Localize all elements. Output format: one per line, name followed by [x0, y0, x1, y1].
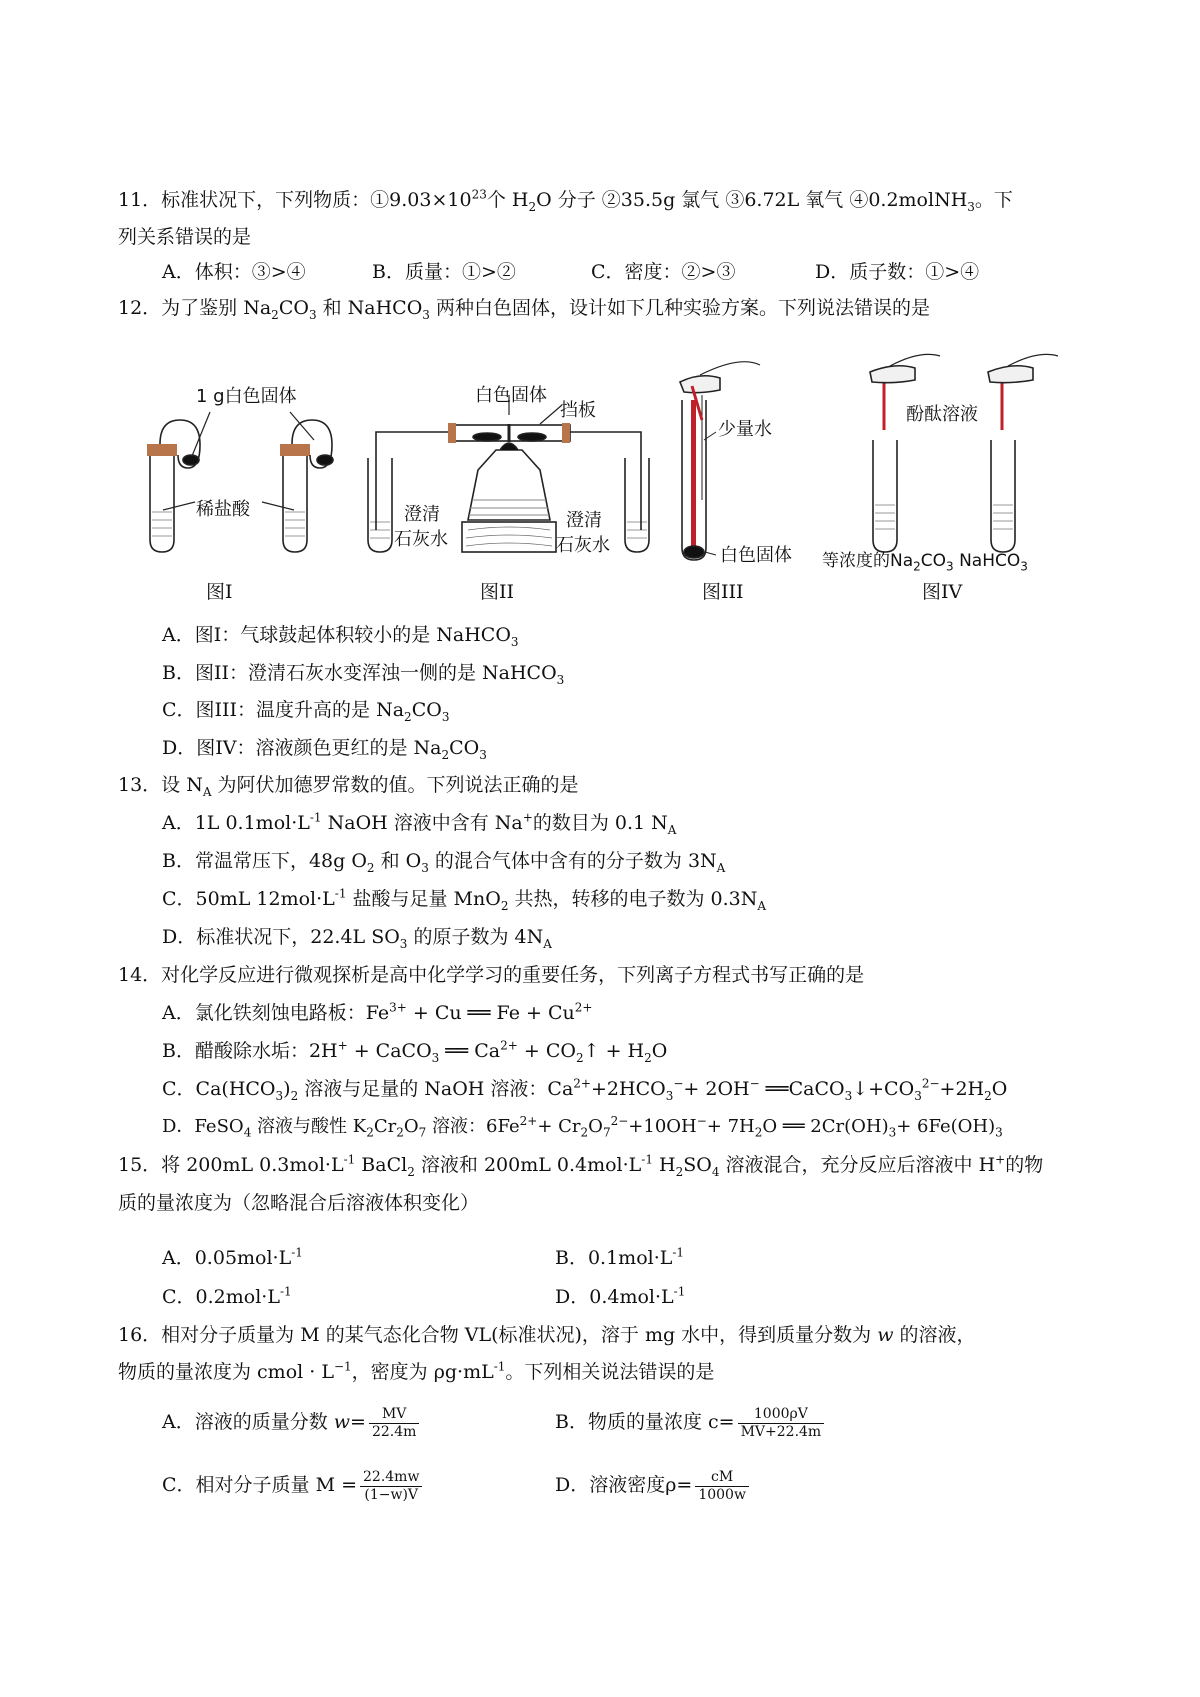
- q15-stem-line2: 质的量浓度为（忽略混合后溶液体积变化）: [118, 1192, 480, 1214]
- q14-option-d: D．FeSO$_4$ 溶液与酸性 $K_2Cr_2O_7$ 溶液：$6Fe^{2+}+ Cr_2O_7^{2-}+10OH^-+ 7H_2O$ ══ $2Cr(OH)_3+ 6Fe(OH)_3$: [162, 1114, 1003, 1140]
- fig1-apparatus: [147, 412, 333, 552]
- fig4-apparatus: [870, 354, 1058, 552]
- q15-stem: 15．将 200mL $0.3mol\cdot L^{-1}$ BaCl$_2$ 溶液和 200mL $0.4mol\cdot L^{-1}$ $H_2SO_4$ 溶液混合，充分反应后溶液中 H+的物: [118, 1152, 1044, 1179]
- q12-option-a: A．图I：气球鼓起体积较小的是 NaHCO$_3$: [162, 624, 519, 649]
- q13-option-c: C．50mL $12mol\cdot L^{-1}$ 盐酸与足量 MnO$_2$ 共热，转移的电子数为 $0.3N_A$: [162, 886, 767, 913]
- q12-option-d: D．图IV：溶液颜色更红的是 $Na_2CO_3$: [162, 737, 487, 762]
- q14-stem: 14．对化学反应进行微观探析是高中化学学习的重要任务，下列离子方程式书写正确的是: [118, 964, 865, 986]
- fig1-solid-label: 1 g白色固体: [196, 386, 297, 407]
- fig3-water-label: 少量水: [718, 419, 772, 440]
- q13-option-d: D．标准状况下，22.4L $SO_3$ 的原子数为 $4N_A$: [162, 926, 552, 951]
- q16-option-d: D．溶液密度ρ= $\frac{cM}{1000w}$: [555, 1463, 752, 1507]
- q14-option-c: C．$Ca(HCO_3)_2$ 溶液与足量的 NaOH 溶液：$Ca^{2+}+2HCO_3^-+ 2OH^-$ $══CaCO_3↓+CO_3^{2-}+2H_2O$: [162, 1076, 1008, 1103]
- q11-option-d: D．质子数：①>④: [815, 261, 980, 283]
- fig4-caption: 图IV: [922, 581, 963, 603]
- fig2-lime-right-2: 石灰水: [556, 535, 610, 556]
- q12-option-b: B．图II：澄清石灰水变浑浊一侧的是 NaHCO$_3$: [162, 662, 565, 687]
- q16-d-fraction: $\frac{cM}{1000w}$: [695, 1469, 749, 1504]
- q15-option-b: B．$0.1mol\cdot L^{-1}$: [555, 1245, 685, 1269]
- fig2-solid-label: 白色固体: [475, 385, 547, 406]
- fig3-apparatus: [680, 362, 760, 560]
- q11-option-c: C．密度：②>③: [591, 261, 736, 283]
- fig1-acid-label: 稀盐酸: [196, 499, 250, 520]
- q16-option-a: A．溶液的质量分数 w= $\frac{MV}{22.4m}$: [162, 1400, 422, 1444]
- q13-option-a: A．1L $0.1mol\cdot L^{-1}$ NaOH 溶液中含有 Na+的数目为 0.1 $N_A$: [162, 810, 677, 837]
- q16-b-fraction: $\frac{1000\rho V}{MV+22.4m}$: [738, 1406, 825, 1441]
- q16-option-c: C．相对分子质量 M = $\frac{22.4mw}{(1-w)V}$: [162, 1463, 425, 1507]
- q13-stem: 13．设 $N_A$ 为阿伏加德罗常数的值。下列说法正确的是: [118, 774, 579, 799]
- q11-option-a: A．体积：③>④: [162, 261, 306, 283]
- q16-stem: 16．相对分子质量为 M 的某气态化合物 VL(标准状况)，溶于 mg 水中，得到质量分数为 w 的溶液，: [118, 1324, 976, 1346]
- fig2-caption: 图II: [480, 581, 515, 603]
- fig2-lime-left-2: 石灰水: [394, 529, 448, 550]
- q11-stem-line2: 列关系错误的是: [118, 226, 252, 248]
- q15-option-d: D．$0.4mol\cdot L^{-1}$: [555, 1284, 686, 1308]
- fig2-lime-right-1: 澄清: [566, 510, 602, 531]
- q16-c-fraction: $\frac{22.4mw}{(1-w)V}$: [360, 1469, 422, 1504]
- fig3-solid-label: 白色固体: [720, 545, 792, 566]
- fig2-baffle-label: 挡板: [560, 400, 596, 421]
- q11-stem: 11．标准状况下，下列物质：$①9.03\times 10^{23}$个 $H_2O$ 分子 ②35.5g 氯气 ③6.72L 氧气 ④0.2molNH$_3$。下: [118, 187, 1013, 214]
- fig1-caption: 图I: [206, 581, 233, 603]
- fig4-indicator-label: 酚酞溶液: [906, 404, 978, 425]
- q11-option-b: B．质量：①>②: [372, 261, 516, 283]
- q12-stem: 12．为了鉴别 $Na_2CO_3$ 和 NaHCO$_3$ 两种白色固体，设计如下几种实验方案。下列说法错误的是: [118, 297, 930, 322]
- q14-option-a: A．氯化铁刻蚀电路板：$Fe^{3+} + Cu$ ══ $Fe + Cu^{2+}$: [162, 1000, 593, 1024]
- q13-option-b: B．常温常压下，48g $O_2$ 和 $O_3$ 的混合气体中含有的分子数为 $3N_A$: [162, 850, 726, 875]
- q15-option-c: C．$0.2mol\cdot L^{-1}$: [162, 1284, 292, 1308]
- q15-option-a: A．$0.05mol\cdot L^{-1}$: [162, 1245, 303, 1269]
- q12-option-c: C．图III：温度升高的是 $Na_2CO_3$: [162, 699, 450, 724]
- q16-a-fraction: $\frac{MV}{22.4m}$: [369, 1406, 419, 1441]
- fig2-lime-left-1: 澄清: [404, 504, 440, 525]
- fig4-bottom-label: 等浓度的$Na_2CO_3$ NaHCO$_3$: [822, 551, 1028, 574]
- fig3-caption: 图III: [702, 581, 744, 603]
- q16-stem-line2: 物质的量浓度为 cmol · $L^{-1}$，密度为 $\rho g\cdot mL^{-1}$。下列相关说法错误的是: [118, 1359, 715, 1383]
- q16-option-b: B．物质的量浓度 c= $\frac{1000\rho V}{MV+22.4m}$: [555, 1400, 827, 1444]
- q14-option-b: B．醋酸除水垢：2H+ + CaCO$_3$ ══ $Ca^{2+}$ + $CO_2↑ + H_2O$: [162, 1038, 668, 1065]
